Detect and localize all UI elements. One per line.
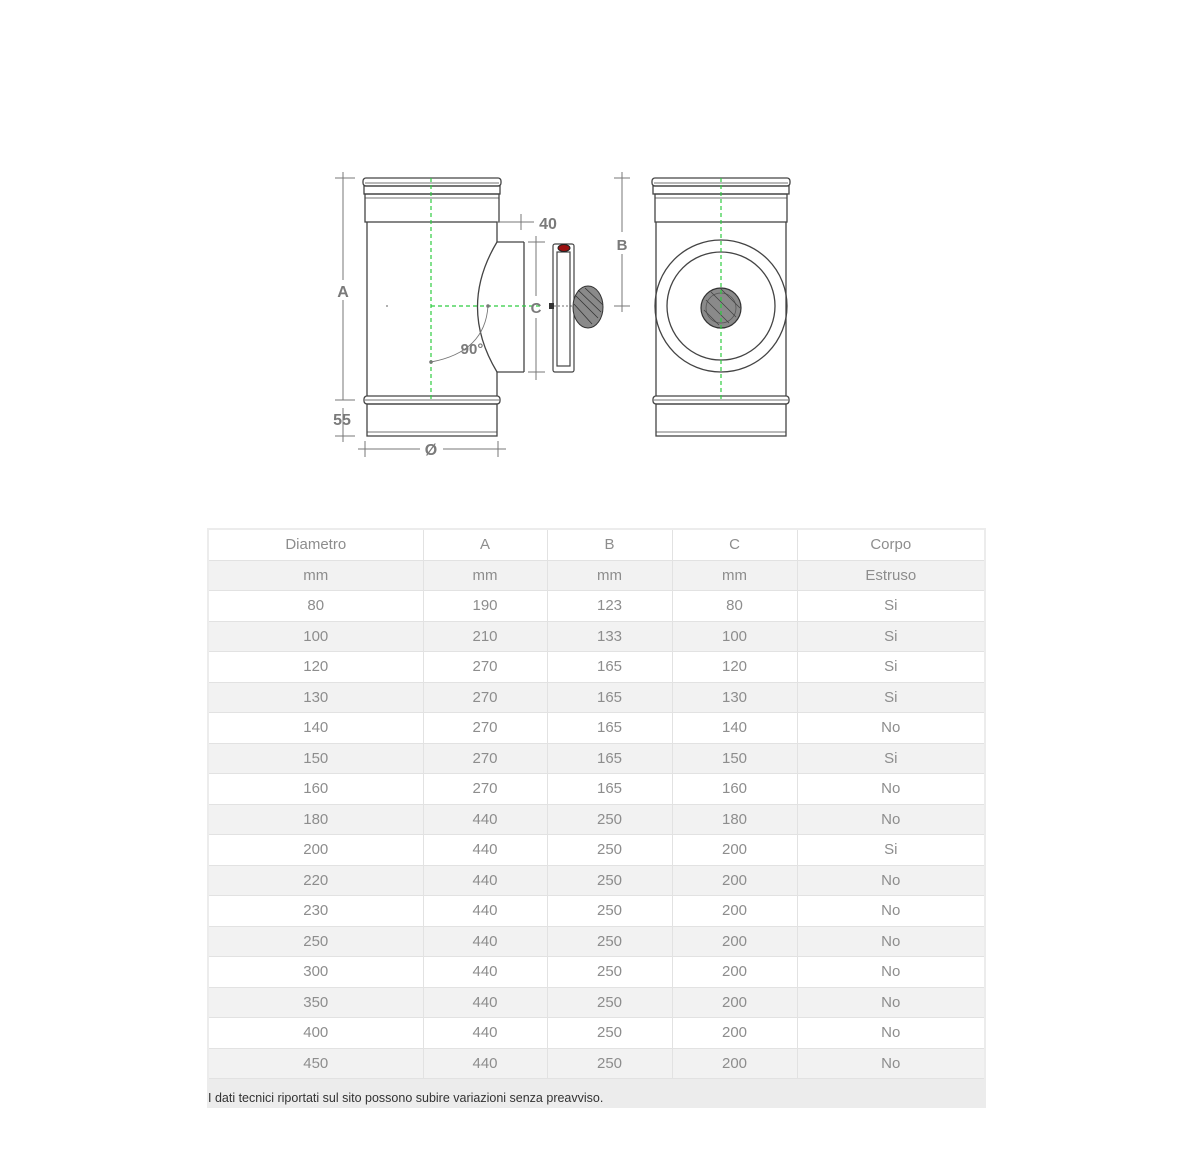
table-cell: 130 bbox=[209, 682, 423, 713]
table-row bbox=[209, 713, 984, 744]
dim-label-b: B bbox=[616, 237, 628, 254]
table-cell: No bbox=[797, 1018, 984, 1049]
table-cell: 250 bbox=[547, 987, 672, 1018]
table-row bbox=[209, 774, 984, 805]
table-cell: 80 bbox=[209, 591, 423, 622]
table-cell: 220 bbox=[209, 865, 423, 896]
tee-side-view bbox=[363, 178, 524, 436]
table-cell: 160 bbox=[209, 774, 423, 805]
table-cell: 165 bbox=[547, 652, 672, 683]
table-row bbox=[209, 896, 984, 927]
units-row bbox=[209, 560, 984, 591]
table-cell: No bbox=[797, 896, 984, 927]
table-cell: 200 bbox=[672, 896, 797, 927]
table-cell: 230 bbox=[209, 896, 423, 927]
dim-label-a: A bbox=[337, 284, 349, 301]
table-cell: 440 bbox=[423, 1048, 547, 1079]
table-cell: Si bbox=[797, 835, 984, 866]
table-row bbox=[209, 591, 984, 622]
table-cell: 440 bbox=[423, 987, 547, 1018]
table-cell: mm bbox=[209, 560, 423, 591]
table-cell: B bbox=[547, 530, 672, 560]
table-cell: Si bbox=[797, 621, 984, 652]
table-cell: 165 bbox=[547, 774, 672, 805]
table-cell: 250 bbox=[547, 865, 672, 896]
table-cell: 440 bbox=[423, 865, 547, 896]
table-cell: 160 bbox=[672, 774, 797, 805]
table-cell: 270 bbox=[423, 774, 547, 805]
table-cell: 165 bbox=[547, 743, 672, 774]
table-cell: No bbox=[797, 713, 984, 744]
table-cell: 190 bbox=[423, 591, 547, 622]
table-cell: Si bbox=[797, 591, 984, 622]
table-row bbox=[209, 621, 984, 652]
table-row bbox=[209, 652, 984, 683]
table-cell: 450 bbox=[209, 1048, 423, 1079]
dim-label-c: C bbox=[530, 300, 542, 317]
table-cell: 150 bbox=[209, 743, 423, 774]
table-cell: 250 bbox=[547, 804, 672, 835]
table-cell: 200 bbox=[209, 835, 423, 866]
table-cell: 200 bbox=[672, 926, 797, 957]
table-cell: 200 bbox=[672, 1018, 797, 1049]
table-row bbox=[209, 743, 984, 774]
table-cell: 300 bbox=[209, 957, 423, 988]
table-cell: 165 bbox=[547, 682, 672, 713]
table-cell: 250 bbox=[547, 835, 672, 866]
table-cell: No bbox=[797, 987, 984, 1018]
table-cell: 180 bbox=[672, 804, 797, 835]
table-cell: 250 bbox=[547, 1018, 672, 1049]
table-cell: Si bbox=[797, 682, 984, 713]
spec-panel bbox=[207, 528, 986, 1108]
table-cell: No bbox=[797, 926, 984, 957]
table-cell: No bbox=[797, 1048, 984, 1079]
table-cell: 270 bbox=[423, 682, 547, 713]
table-cell: 270 bbox=[423, 743, 547, 774]
table-row bbox=[209, 865, 984, 896]
table-cell: 250 bbox=[547, 896, 672, 927]
disclaimer-text: I dati tecnici riportati sul sito possono subire variazioni senza preavviso. bbox=[208, 1091, 604, 1105]
table-cell: 250 bbox=[547, 926, 672, 957]
table-cell: 200 bbox=[672, 865, 797, 896]
table-cell: 350 bbox=[209, 987, 423, 1018]
table-cell: 130 bbox=[672, 682, 797, 713]
table-cell: 250 bbox=[547, 957, 672, 988]
cap-side-view bbox=[553, 244, 574, 372]
spec-table bbox=[209, 530, 984, 1079]
table-cell: No bbox=[797, 865, 984, 896]
dim-label-40: 40 bbox=[539, 216, 557, 233]
table-cell: 180 bbox=[209, 804, 423, 835]
table-row bbox=[209, 804, 984, 835]
table-row bbox=[209, 926, 984, 957]
table-cell: No bbox=[797, 774, 984, 805]
table-cell: mm bbox=[423, 560, 547, 591]
table-cell: 140 bbox=[672, 713, 797, 744]
table-cell: A bbox=[423, 530, 547, 560]
table-cell: 270 bbox=[423, 713, 547, 744]
knob-side bbox=[573, 286, 603, 328]
table-cell: 440 bbox=[423, 804, 547, 835]
table-cell: 120 bbox=[209, 652, 423, 683]
table-cell: 200 bbox=[672, 957, 797, 988]
table-cell: 120 bbox=[672, 652, 797, 683]
table-cell: 100 bbox=[672, 621, 797, 652]
table-cell: 200 bbox=[672, 1048, 797, 1079]
table-cell: No bbox=[797, 957, 984, 988]
dim-label-55: 55 bbox=[333, 412, 351, 429]
table-cell: 140 bbox=[209, 713, 423, 744]
table-row bbox=[209, 957, 984, 988]
table-cell: C bbox=[672, 530, 797, 560]
technical-drawing bbox=[320, 160, 800, 475]
table-cell: 440 bbox=[423, 835, 547, 866]
table-cell: 200 bbox=[672, 835, 797, 866]
table-cell: Diametro bbox=[209, 530, 423, 560]
table-cell: Si bbox=[797, 743, 984, 774]
table-cell: 165 bbox=[547, 713, 672, 744]
table-row bbox=[209, 987, 984, 1018]
table-cell: 270 bbox=[423, 652, 547, 683]
table-row bbox=[209, 682, 984, 713]
table-cell: 440 bbox=[423, 896, 547, 927]
table-row bbox=[209, 835, 984, 866]
table-cell: 250 bbox=[209, 926, 423, 957]
table-cell: 150 bbox=[672, 743, 797, 774]
table-cell: 440 bbox=[423, 926, 547, 957]
table-cell: 210 bbox=[423, 621, 547, 652]
table-cell: 440 bbox=[423, 957, 547, 988]
table-cell: Corpo bbox=[797, 530, 984, 560]
table-cell: 123 bbox=[547, 591, 672, 622]
table-cell: 133 bbox=[547, 621, 672, 652]
table-cell: 200 bbox=[672, 987, 797, 1018]
table-cell: No bbox=[797, 804, 984, 835]
table-cell: Estruso bbox=[797, 560, 984, 591]
table-row bbox=[209, 1048, 984, 1079]
table-cell: Si bbox=[797, 652, 984, 683]
header-row bbox=[209, 530, 984, 560]
table-cell: 80 bbox=[672, 591, 797, 622]
table-cell: 100 bbox=[209, 621, 423, 652]
table-cell: 400 bbox=[209, 1018, 423, 1049]
table-row bbox=[209, 1018, 984, 1049]
table-cell: 440 bbox=[423, 1018, 547, 1049]
dim-label-angle: 90° bbox=[460, 341, 484, 358]
table-cell: mm bbox=[547, 560, 672, 591]
table-cell: 250 bbox=[547, 1048, 672, 1079]
table-cell: mm bbox=[672, 560, 797, 591]
dim-label-diameter: Ø bbox=[424, 442, 438, 459]
